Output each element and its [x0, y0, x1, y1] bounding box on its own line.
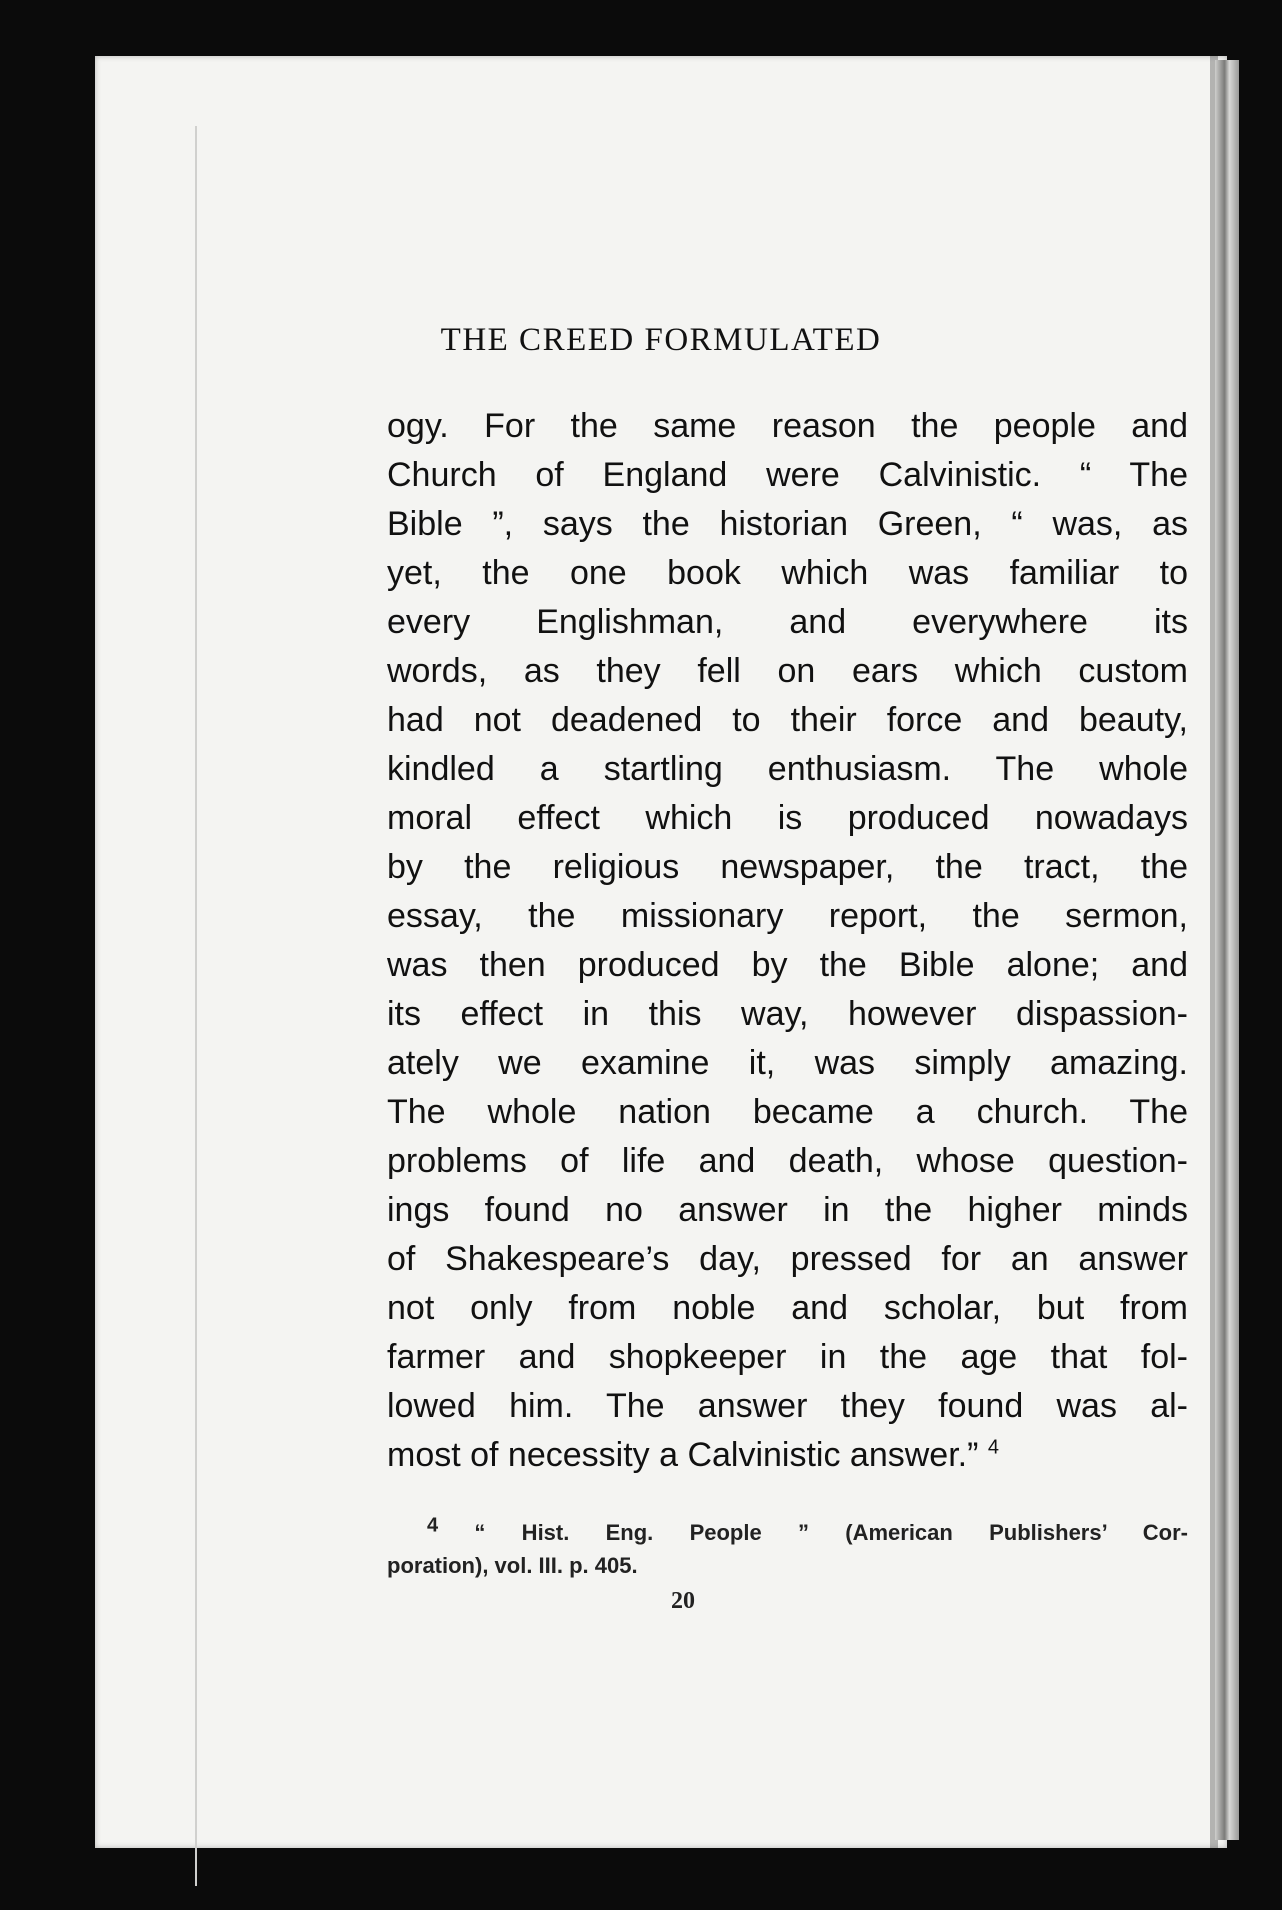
page-gutter-line [195, 126, 197, 1886]
text-line: lowed him. The answer they found was al- [387, 1387, 1188, 1425]
text-line: had not deadened to their force and beauty, [387, 701, 1188, 739]
text-line: its effect in this way, however dispassion- [387, 995, 1188, 1033]
text-line: Church of England were Calvinistic. “ The [387, 456, 1188, 494]
page-edges [1215, 60, 1239, 1840]
text-line: essay, the missionary report, the sermon, [387, 897, 1188, 935]
text-line: Bible ”, says the historian Green, “ was, as [387, 505, 1188, 543]
footnote-line-text: “ Hist. Eng. People ” (American Publishers’ Cor- [474, 1520, 1188, 1545]
text-line: ately we examine it, was simply amazing. [387, 1044, 1188, 1082]
text-line: ogy. For the same reason the people and [387, 407, 1188, 445]
running-head: THE CREED FORMULATED [440, 322, 882, 358]
text-line: words, as they fell on ears which custom [387, 652, 1188, 690]
text-line: problems of life and death, whose question- [387, 1142, 1188, 1180]
text-line: farmer and shopkeeper in the age that fol- [387, 1338, 1188, 1376]
text-line: not only from noble and scholar, but from [387, 1289, 1188, 1327]
text-line: by the religious newspaper, the tract, the [387, 848, 1188, 886]
page-number: 20 [671, 1588, 695, 1614]
book-page [95, 56, 1227, 1848]
text-line: of Shakespeare’s day, pressed for an answer [387, 1240, 1188, 1278]
text-line: ings found no answer in the higher minds [387, 1191, 1188, 1229]
text-line: was then produced by the Bible alone; and [387, 946, 1188, 984]
text-line: The whole nation became a church. The [387, 1093, 1188, 1131]
text-line: kindled a startling enthusiasm. The whole [387, 750, 1188, 788]
text-line: every Englishman, and everywhere its [387, 603, 1188, 641]
footnote-line: poration), vol. III. p. 405. [387, 1553, 638, 1578]
footnote-reference: 4 [987, 1436, 1000, 1459]
text-line: moral effect which is produced nowadays [387, 799, 1188, 837]
text-line-last-content: most of necessity a Calvinistic answer.” [387, 1436, 979, 1474]
footnote [387, 1516, 1188, 1582]
text-line-last [387, 1431, 1188, 1480]
footnote-marker: 4 [427, 1514, 439, 1537]
body-text [387, 402, 1188, 1480]
footnote-line [387, 1516, 1188, 1549]
text-line: yet, the one book which was familiar to [387, 554, 1188, 592]
